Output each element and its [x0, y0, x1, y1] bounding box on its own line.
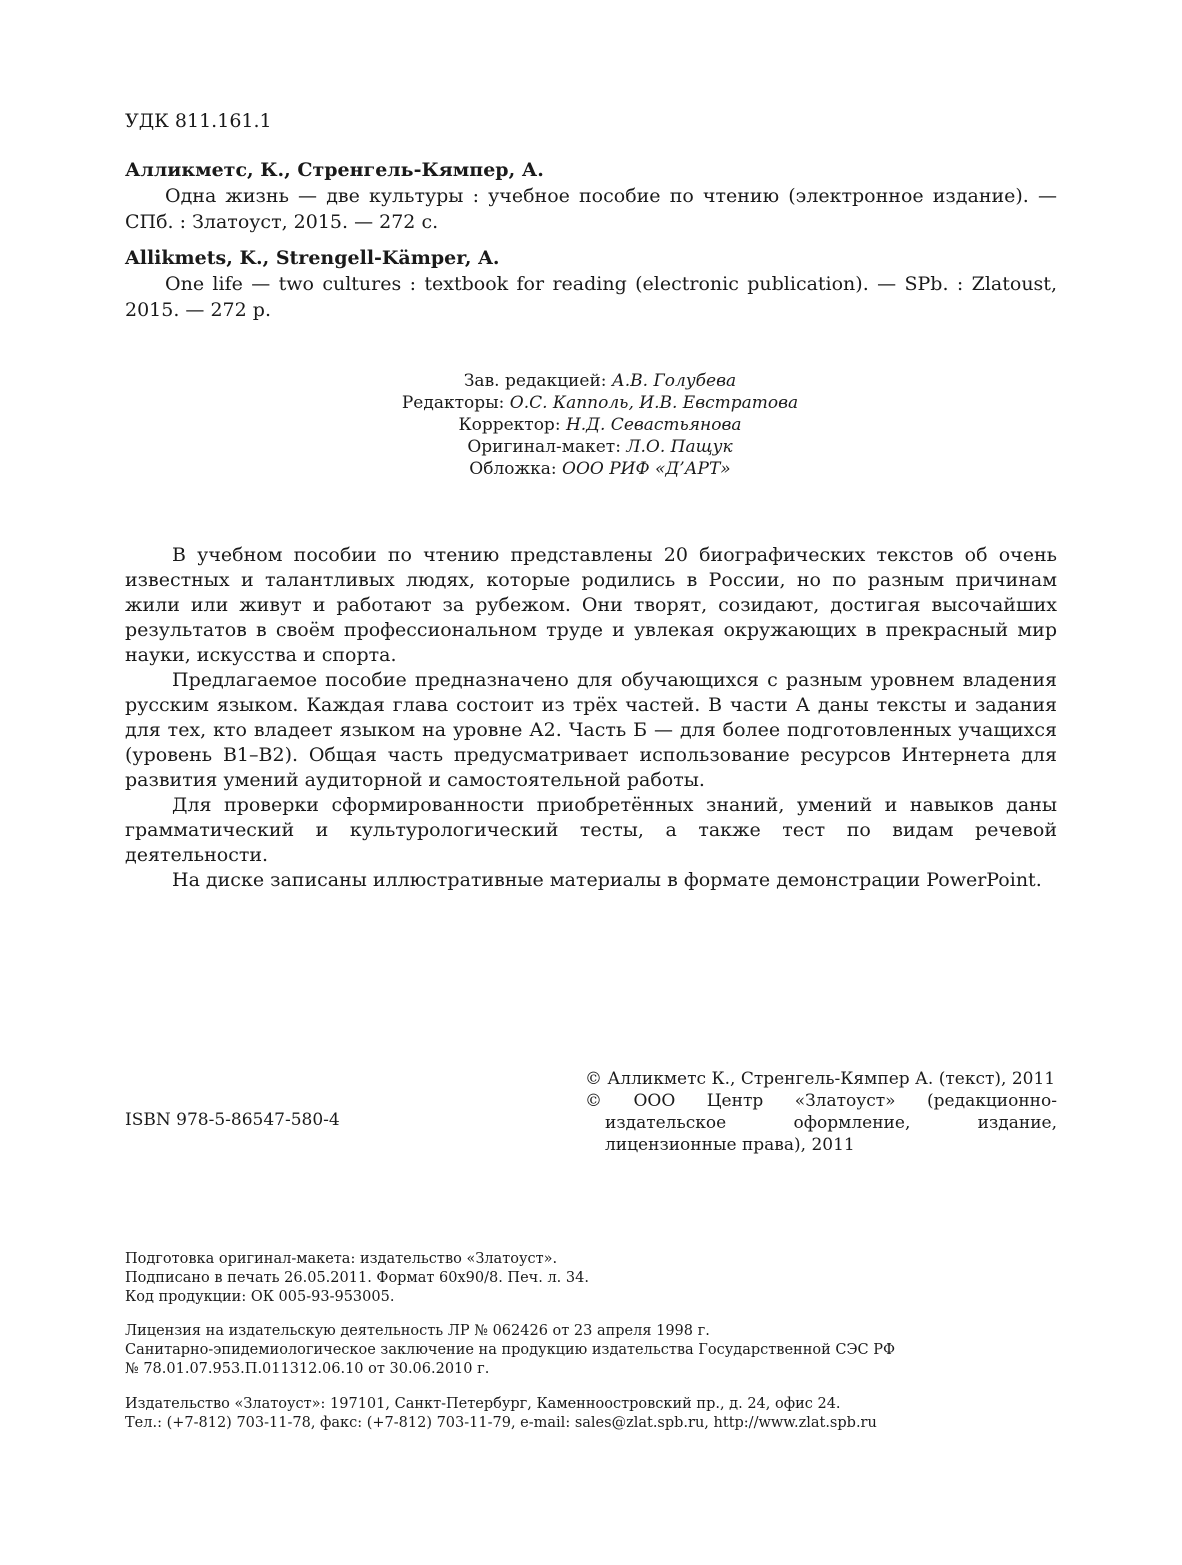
bibliographic-entry-russian — [125, 157, 1057, 235]
annotation-paragraph: В учебном пособии по чтению представлены 20 биографических текстов об очень известных и талантливых людях, которые родились в России, но по разным причинам жили или живут и работают за рубежом. Они творят, созидают, достигая высочайших результатов в своём профессиональном труде и увлекая окружающих в прекрасный мир науки, искусства и спорта. — [125, 544, 1057, 666]
credit-line — [300, 370, 900, 392]
credit-line — [300, 392, 900, 414]
credit-name: Н.Д. Севастьянова — [565, 415, 742, 435]
copyright-block — [585, 1068, 1057, 1156]
copyright-line: © ООО Центр «Златоуст» (редакционно-издательское оформление, издание, лицензионные права), 2011 — [585, 1091, 1057, 1155]
imprint-line: Лицензия на издательскую деятельность ЛР № 062426 от 23 апреля 1998 г. — [125, 1323, 710, 1339]
imprint-license — [125, 1322, 1057, 1379]
credit-name: А.В. Голубева — [611, 371, 737, 391]
imprint-line: Тел.: (+7-812) 703-11-78, факс: (+7-812) 703-11-79, e-mail: sales@zlat.spb.ru, http://www.zlat.spb.ru — [125, 1415, 877, 1431]
annotation-paragraph: Предлагаемое пособие предназначено для обучающихся с разным уровнем владения русским языком. Каждая глава состоит из трёх частей. В части А даны тексты и задания для тех, кто владеет языком на уровне А2. Часть Б — для более подготовленных учащихся (уровень В1–В2). Общая часть предусматривает использование ресурсов Интернета для развития умений аудиторной и самостоятельной работы. — [125, 669, 1057, 791]
annotation-paragraph: На диске записаны иллюстративные материалы в формате демонстрации PowerPoint. — [172, 869, 1042, 891]
credit-name: ООО РИФ «Д’АРТ» — [562, 459, 731, 479]
imprint-line: Код продукции: ОК 005-93-953005. — [125, 1289, 395, 1305]
credit-role: Оригинал-макет: — [467, 437, 627, 457]
copyright-line: © Алликметс К., Стренгель-Кямпер А. (текст), 2011 — [585, 1069, 1056, 1089]
annotation — [125, 543, 1057, 893]
entry-description: One life — two cultures : textbook for reading (electronic publication). — SPb. : Zlatoust, 2015. — 272 p. — [125, 273, 1057, 321]
entry-description: Одна жизнь — две культуры : учебное пособие по чтению (электронное издание). — СПб. : Златоуст, 2015. — 272 с. — [125, 185, 1057, 233]
entry-authors: Алликметс, К., Стренгель-Кямпер, А. — [125, 159, 544, 181]
imprint-publisher-contacts — [125, 1395, 1057, 1433]
imprint-line: № 78.01.07.953.П.011312.06.10 от 30.06.2010 г. — [125, 1361, 490, 1377]
credit-name: Л.О. Пащук — [626, 437, 733, 457]
editorial-credits — [300, 370, 900, 480]
credit-line — [300, 458, 900, 480]
bibliographic-entry-english — [125, 245, 1057, 323]
udk-code: УДК 811.161.1 — [125, 110, 272, 132]
credit-line — [300, 414, 900, 436]
credit-role: Редакторы: — [401, 393, 510, 413]
credit-role: Обложка: — [469, 459, 563, 479]
imprint-line: Подписано в печать 26.05.2011. Формат 60х90/8. Печ. л. 34. — [125, 1270, 589, 1286]
credit-role: Корректор: — [458, 415, 566, 435]
credit-line — [300, 436, 900, 458]
imprint-line: Санитарно-эпидемиологическое заключение на продукцию издательства Государственной СЭС РФ — [125, 1342, 896, 1358]
credit-name: О.С. Капполь, И.В. Евстратова — [509, 393, 799, 413]
imprint-production — [125, 1250, 1057, 1307]
annotation-paragraph: Для проверки сформированности приобретённых знаний, умений и навыков даны грамматический и культурологический тесты, а также тест по видам речевой деятельности. — [125, 794, 1057, 866]
isbn: ISBN 978-5-86547-580-4 — [125, 1110, 340, 1130]
credit-role: Зав. редакцией: — [463, 371, 612, 391]
entry-authors: Allikmets, K., Strengell-Kämper, A. — [125, 247, 500, 269]
imprint-line: Подготовка оригинал-макета: издательство «Златоуст». — [125, 1251, 558, 1267]
imprint-line: Издательство «Златоуст»: 197101, Санкт-Петербург, Каменноостровский пр., д. 24, офис 24. — [125, 1396, 841, 1412]
